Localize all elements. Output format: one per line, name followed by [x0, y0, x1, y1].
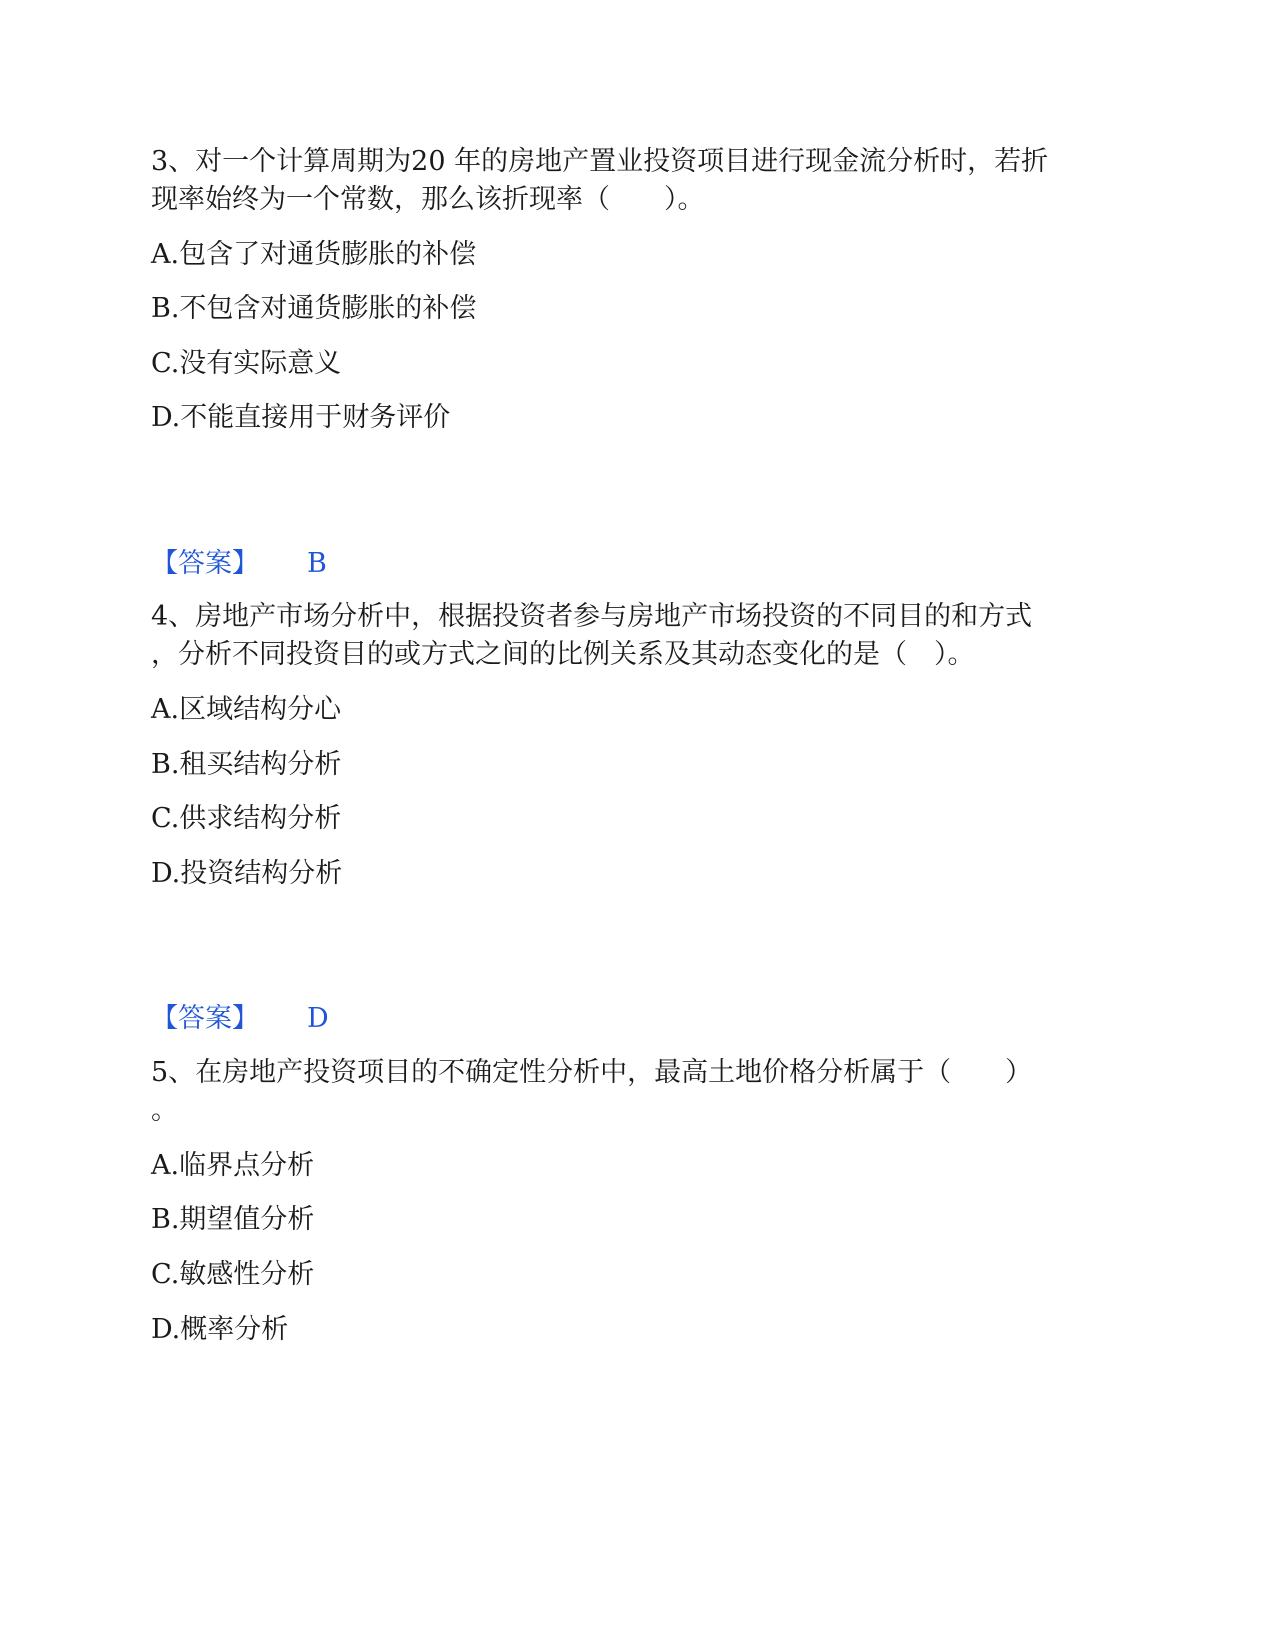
question-3-line-1: 3、对一个计算周期为20 年的房地产置业投资项目进行现金流分析时，若折 [151, 146, 1049, 177]
question-3-option-d: D.不能直接用于财务评价 [151, 402, 451, 433]
question-5-option-d: D.概率分析 [151, 1314, 289, 1345]
question-4-line-2: ，分析不同投资目的或方式之间的比例关系及其动态变化的是（ ）。 [151, 639, 975, 670]
question-4-option-a: A.区域结构分心 [151, 694, 342, 725]
answer-3 [151, 547, 327, 581]
question-5-option-a: A.临界点分析 [151, 1150, 315, 1181]
question-3-line-2: 现率始终为一个常数，那么该折现率（ ）。 [151, 184, 705, 215]
question-4-option-c: C.供求结构分析 [151, 803, 342, 834]
question-5-option-c: C.敏感性分析 [151, 1259, 315, 1290]
question-4-option-d: D.投资结构分析 [151, 858, 343, 889]
question-5-line-1: 5、在房地产投资项目的不确定性分析中，最高土地价格分析属于（ ） [151, 1057, 1033, 1088]
question-5-option-b: B.期望值分析 [151, 1204, 315, 1235]
question-4-option-b: B.租买结构分析 [151, 749, 342, 780]
answer-value: B [307, 548, 327, 579]
answer-label: 【答案】 [151, 548, 259, 579]
question-4-line-1: 4、房地产市场分析中，根据投资者参与房地产市场投资的不同目的和方式 [151, 601, 1033, 632]
question-5-line-2: 。 [151, 1095, 178, 1126]
answer-label: 【答案】 [151, 1003, 259, 1034]
question-3-option-b: B.不包含对通货膨胀的补偿 [151, 293, 477, 324]
question-3-option-c: C.没有实际意义 [151, 348, 342, 379]
question-3-option-a: A.包含了对通货膨胀的补偿 [151, 239, 477, 270]
answer-value: D [307, 1003, 329, 1034]
answer-4 [151, 1002, 329, 1036]
